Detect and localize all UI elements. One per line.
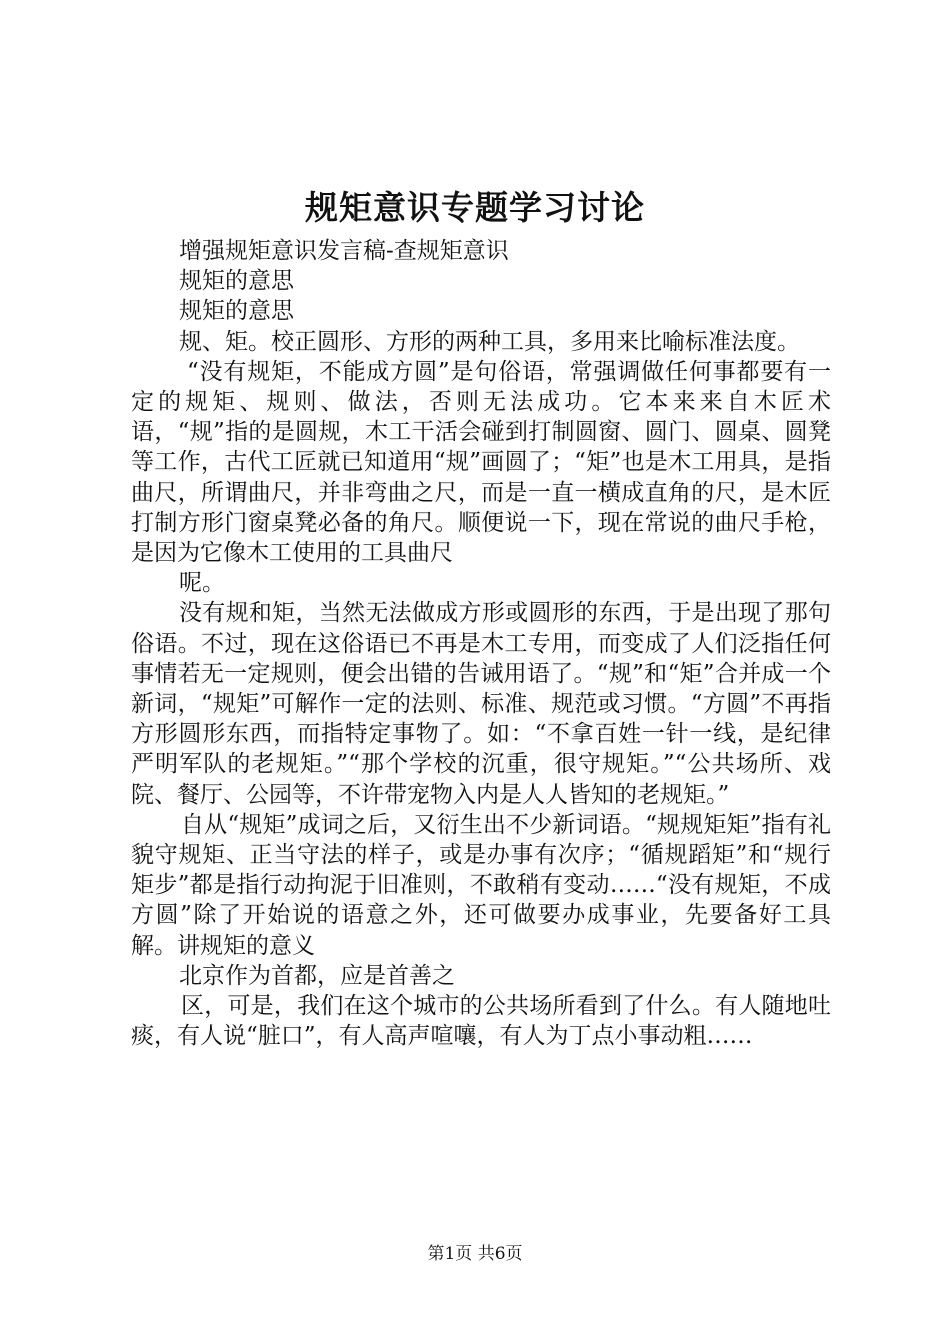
page-number-footer: 第1页 共6页 [427,1244,523,1264]
paragraph: 自从“规矩”成词之后，又衍生出不少新词语。“规规矩矩”指有礼貌守规矩、正当守法的样子，或是办事有次序；“循规蹈矩”和“规行矩步”都是指行动拘泥于旧准则，不敢稍有变动……“没有规矩，不成方圆”除了开始说的语意之外，还可做要办成事业，先要备好工具解。讲规矩的意义 [131,811,831,959]
paragraph: 规矩的意思 [179,298,294,325]
paragraph: “没有规矩，不能成方圆”是句俗语，常强调做任何事都要有一定的规矩、规则、做法，否则无法成功。它本来来自木匠术语，“规”指的是圆规，木工干活会碰到打制圆窗、圆门、圆桌、圆凳等工作，古代工匠就已知道用“规”画圆了；“矩”也是木工用具，是指曲尺，所谓曲尺，并非弯曲之尺，而是一直一横成直角的尺，是木匠打制方形门窗桌凳必备的角尺。顺便说一下，现在常说的曲尺手枪，是因为它像木工使用的工具曲尺 [131,358,831,567]
paragraph: 规、矩。校正圆形、方形的两种工具，多用来比喻标准法度。 [179,328,800,355]
paragraph: 呢。 [179,570,225,597]
paragraph: 没有规和矩，当然无法做成方形或圆形的东西，于是出现了那句俗语。不过，现在这俗语已不再是木工专用，而变成了人们泛指任何事情若无一定规则，便会出错的告诫用语了。“规”和“矩”合并成一个新词，“规矩”可解作一定的法则、标准、规范或习惯。“方圆”不再指方形圆形东西，而指特定事物了。如：“不拿百姓一针一线，是纪律严明军队的老规矩。”“那个学校的沉重，很守规矩。”“公共场所、戏院、餐厅、公园等，不许带宠物入内是人人皆知的老规矩。” [131,600,831,808]
paragraph: 规矩的意思 [179,268,294,295]
document-title: 规矩意识专题学习讨论 [305,188,645,227]
paragraph: 北京作为首都，应是首善之 [179,962,455,989]
paragraph: 区，可是，我们在这个城市的公共场所看到了什么。有人随地吐痰，有人说“脏口”，有人高声喧嚷，有人为丁点小事动粗…… [131,993,831,1050]
document-body [131,236,831,1051]
paragraph: 增强规矩意识发言稿-查规矩意识 [179,238,509,264]
